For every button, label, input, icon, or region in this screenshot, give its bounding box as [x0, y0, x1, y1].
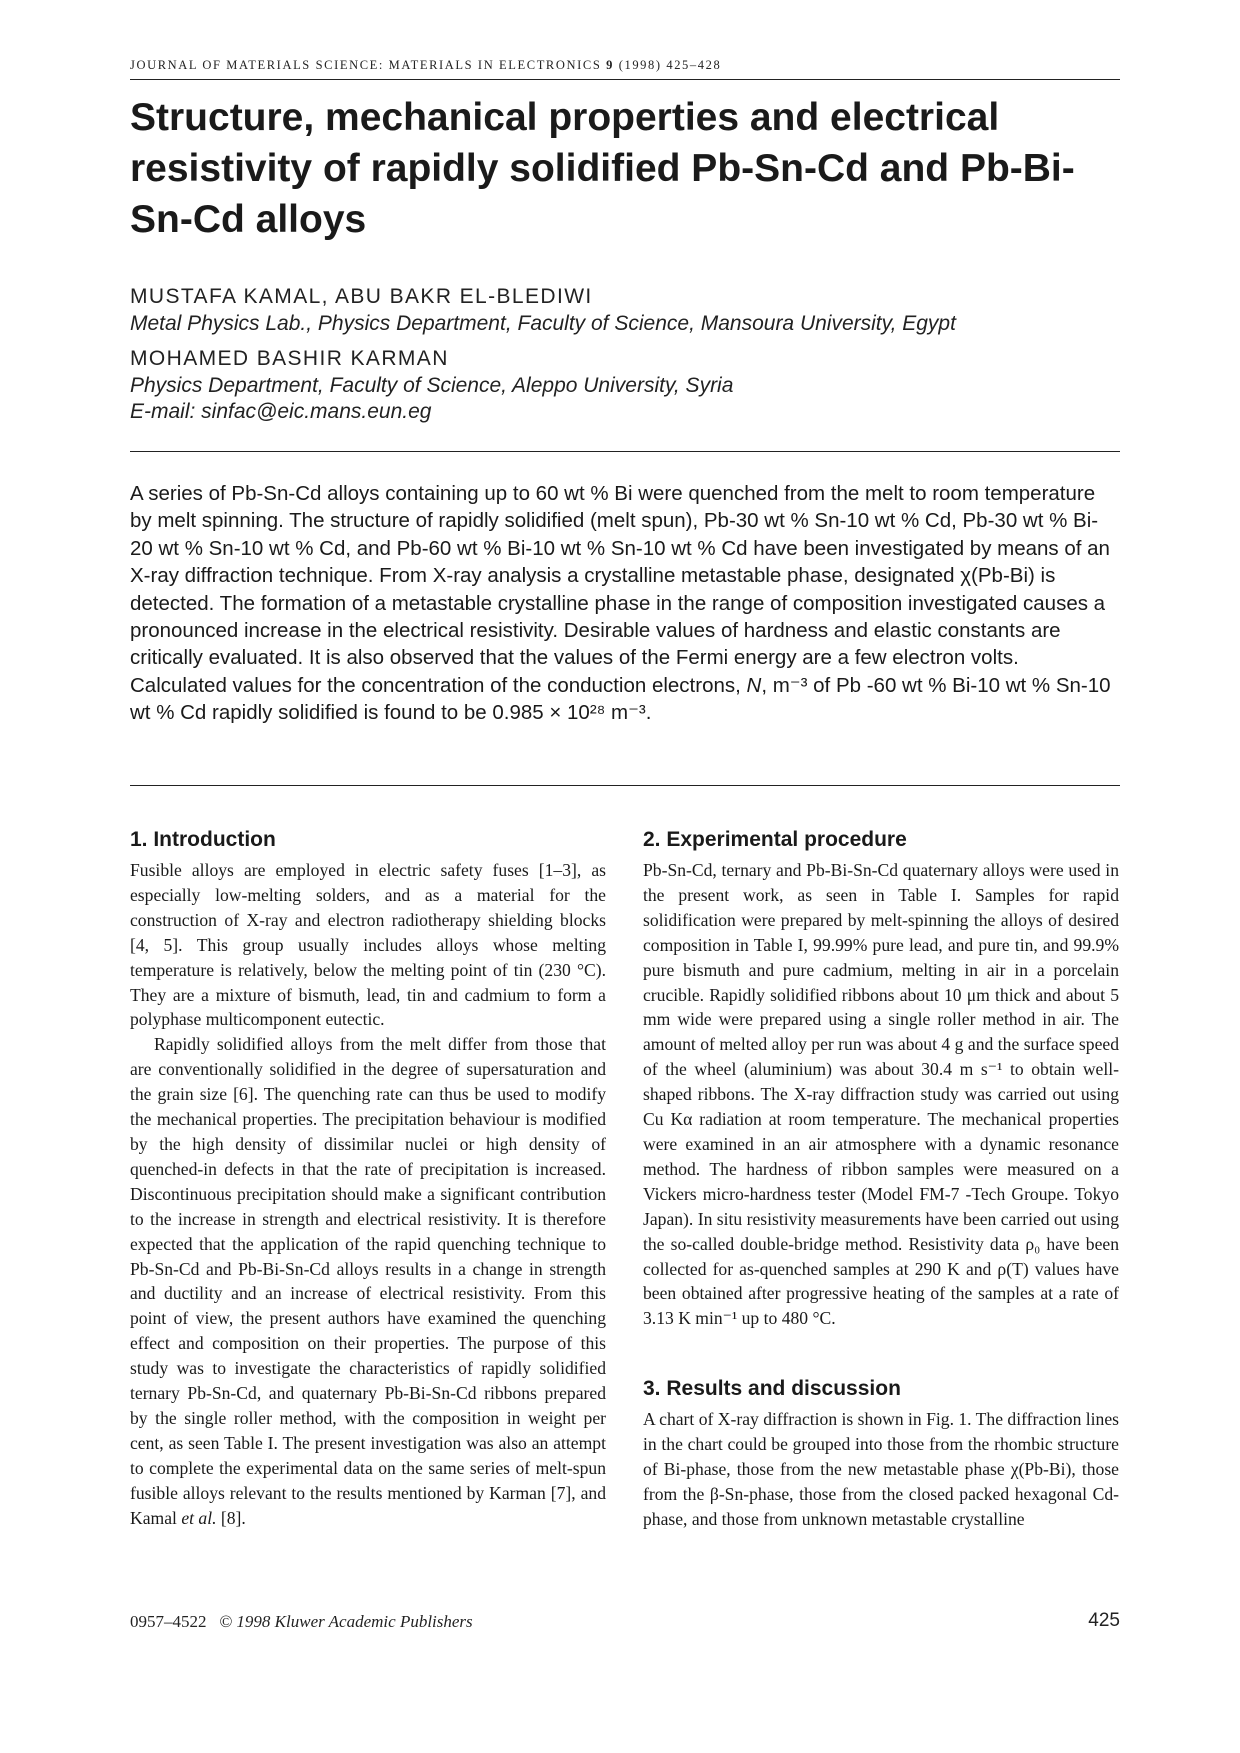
introduction-paragraph-2-end: [8].	[216, 1507, 246, 1528]
footer-copyright: © 1998 Kluwer Academic Publishers	[219, 1612, 473, 1631]
author-list	[130, 283, 1110, 425]
header-rule	[130, 79, 1120, 80]
abstract-text: A series of Pb-Sn-Cd alloys containing up to 60 wt % Bi were quenched from the melt to room temperature by melt spinning. The structure of rapidly solidified (melt spun), Pb-30 wt % Sn-10 wt % Cd, Pb-30 wt % Bi-20 wt % Sn-10 wt % Cd, and Pb-60 wt % Bi-10 wt % Sn-10 wt % Cd have been investigated by means of an X-ray diffraction technique. From X-ray analysis a crystalline metastable phase, designated χ(Pb-Bi) is detected. The formation of a metastable crystalline phase in the range of composition investigated causes a pronounced increase in the electrical resistivity. Desirable values of hardness and elastic constants are critically evaluated. It is also observed that the values of the Fermi energy are a few electron volts. Calculated values for the concentration of the conduction electrons,	[130, 482, 1110, 697]
right-column	[643, 826, 1119, 1532]
introduction-paragraph-2-text: Rapidly solidified alloys from the melt differ from those that are conventionally solidified in the degree of supersaturation and the grain size [6]. The quenching rate can thus be used to modify the mechanical properties. The precipitation behaviour is modified by the high density of dissimilar nuclei or high density of quenched-in defects in that the rate of precipitation is increased. Discontinuous precipitation should make a significant contribution to the increase in strength and electrical resistivity. It is therefore expected that the application of the rapid quenching technique to Pb-Sn-Cd and Pb-Bi-Sn-Cd alloys results in a change in strength and ductility and an increase of electrical resistivity. From this point of view, the present authors have examined the quenching effect and composition on their properties. The purpose of this study was to investigate the characteristics of rapidly solidified ternary Pb-Sn-Cd, and quaternary Pb-Bi-Sn-Cd ribbons prepared by the single roller method, with the composition in weight per cent, as seen Table I. The present investigation was also an attempt to complete the experimental data on the same series of melt-spun fusible alloys relevant to the results mentioned by Karman [7], and Kamal	[130, 1034, 606, 1528]
author-block	[130, 345, 1110, 425]
results-paragraph: A chart of X-ray diffraction is shown in Fig. 1. The diffraction lines in the chart could be grouped into those from the rhombic structure of Bi-phase, those from the new metastable phase χ(Pb-Bi), those from the β-Sn-phase, those from the closed packed hexagonal Cd-phase, and those from unknown metastable crystalline	[643, 1409, 1119, 1529]
et-al: et al.	[181, 1507, 217, 1528]
abstract	[130, 480, 1120, 727]
journal-year-pages: (1998) 425–428	[618, 58, 722, 72]
abstract-rule-bottom	[130, 785, 1120, 786]
author-affiliation: Physics Department, Faculty of Science, Aleppo University, Syria	[130, 374, 734, 397]
author-names: MUSTAFA KAMAL, ABU BAKR EL-BLEDIWI	[130, 285, 593, 308]
abstract-rule-top	[130, 451, 1120, 452]
paper-title: Structure, mechanical properties and electrical resistivity of rapidly solidified Pb-Sn-Cd and Pb-Bi-Sn-Cd alloys	[130, 96, 1075, 241]
introduction-paragraph-1: Fusible alloys are employed in electric safety fuses [1–3], as especially low-melting solders, and as a material for the construction of X-ray and electron radiotherapy shielding blocks [4, 5]. This group usually includes alloys whose melting temperature is relatively, below the melting point of tin (230 °C). They are a mixture of bismuth, lead, tin and cadmium to form a polyphase multicomponent eutectic.	[130, 860, 606, 1030]
experimental-paragraph: Pb-Sn-Cd, ternary and Pb-Bi-Sn-Cd quaternary alloys were used in the present work, as seen in Table I. Samples for rapid solidification were prepared by melt-spinning the alloys of desired composition in Table I, 99.99% pure lead, and pure tin, and 99.9% pure bismuth and pure cadmium, melting in air in a porcelain crucible. Rapidly solidified ribbons about 10 μm thick and about 5 mm wide were prepared using a single roller method in air. The amount of melted alloy per run was about 4 g and the surface speed of the wheel (aluminium) was about 30.4 m s⁻¹ to obtain well-shaped ribbons. The X-ray diffraction study was carried out using Cu Kα radiation at room temperature. The mechanical properties were examined in an air atmosphere with a dynamic resonance method. The hardness of ribbon samples were measured on a Vickers micro-hardness tester (Model FM-7 -Tech Groupe. Tokyo Japan). In situ resistivity measurements have been carried out using the so-called double-bridge method. Resistivity data ρ₀ have been collected for as-quenched samples at 290 K and ρ(T) values have been obtained after progressive heating of the samples at a rate of 3.13 K min⁻¹ up to 480 °C.	[643, 860, 1119, 1329]
abstract-text-end: , m⁻³ of Pb -60 wt % Bi-10 wt % Sn-10 wt % Cd rapidly solidified is found to be 0.985 × 10²⁸ m⁻³.	[130, 673, 1111, 725]
abstract-symbol-n: N	[746, 673, 762, 697]
running-head	[130, 58, 1120, 73]
section-heading-introduction: 1. Introduction	[130, 828, 276, 851]
journal-name: JOURNAL OF MATERIALS SCIENCE: MATERIALS IN ELECTRONICS	[130, 58, 602, 72]
introduction-paragraph-2	[130, 1032, 606, 1530]
author-block	[130, 283, 1110, 337]
footer-issn: 0957–4522	[130, 1612, 207, 1631]
left-column	[130, 826, 606, 1530]
author-affiliation: Metal Physics Lab., Physics Department, Faculty of Science, Mansoura University, Egypt	[130, 312, 956, 335]
author-names: MOHAMED BASHIR KARMAN	[130, 347, 449, 370]
section-heading-results: 3. Results and discussion	[643, 1377, 901, 1401]
section-heading-experimental: 2. Experimental procedure	[643, 828, 907, 851]
section-spacer	[643, 1331, 1119, 1375]
footer-publisher	[130, 1612, 473, 1632]
journal-volume: 9	[606, 58, 614, 72]
author-email: E-mail: sinfac@eic.mans.eun.eg	[130, 400, 432, 423]
page-number: 425	[1088, 1610, 1120, 1631]
